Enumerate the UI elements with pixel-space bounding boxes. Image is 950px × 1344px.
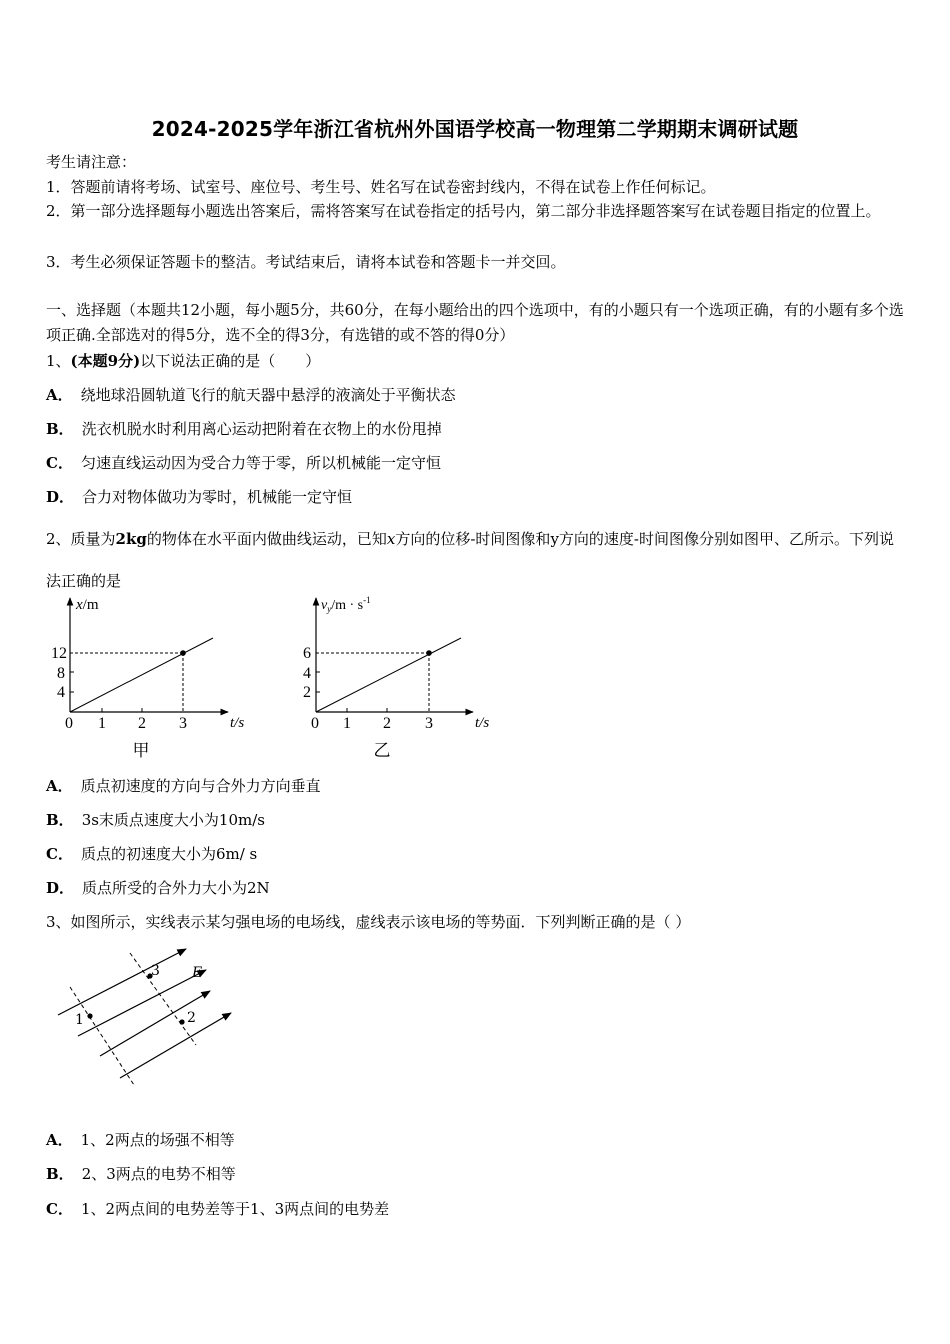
graph-a-xtick-3: 3	[179, 715, 187, 732]
graph-a-ytick-4: 4	[57, 684, 65, 701]
graph-b-ytick-2: 2	[303, 684, 311, 701]
field-line-2	[78, 970, 206, 1036]
point-1	[87, 1013, 92, 1018]
notice-item-2: 2．第一部分选择题每小题选出答案后，需将答案写在试卷指定的括号内，第二部分非选择题答案写在试卷题目指定的位置上。	[46, 202, 881, 220]
q1-option-a: A． 绕地球沿圆轨道飞行的航天器中悬浮的液滴处于平衡状态	[46, 386, 456, 404]
graph-a-point	[180, 650, 186, 656]
section-intro: 一、选择题（本题共12小题，每小题5分，共60分，在每小题给出的四个选项中，有的小题只有一个选项正确，有的小题有多个选项正确.全部选对的得5分，选不全的得3分，有选错的或不答的得0分）	[46, 301, 904, 344]
graph-a-line	[70, 638, 213, 712]
graph-b-xlabel: t/s	[475, 715, 490, 731]
graph-b-point	[426, 650, 432, 656]
q1-number: 1、	[46, 352, 71, 370]
page-title: 2024-2025学年浙江省杭州外国语学校高一物理第二学期期末调研试题	[151, 117, 799, 141]
q1-score: (本题9分)	[70, 352, 141, 370]
point-2	[179, 1019, 184, 1024]
graph-b-xtick-2: 2	[383, 715, 391, 732]
graph-b-line	[316, 638, 461, 712]
point-3-label: 3	[151, 963, 160, 979]
graph-a-ytick-8: 8	[57, 665, 65, 682]
graph-a-xtick-2: 2	[138, 715, 146, 732]
graph-b-xtick-3: 3	[425, 715, 433, 732]
graph-a	[40, 590, 270, 765]
graph-a-caption: 甲	[132, 741, 150, 760]
q3-option-b: B． 2、3两点的电势不相等	[46, 1165, 236, 1183]
graph-b-xtick-1: 1	[343, 715, 351, 732]
q2-option-d: D． 质点所受的合外力大小为2N	[46, 879, 270, 897]
q3-field-figure	[50, 945, 250, 1090]
notice-heading: 考生请注意：	[46, 153, 137, 171]
q2-option-b: B． 3s末质点速度大小为10m/s	[46, 811, 265, 829]
notice-item-1: 1．答题前请将考场、试室号、座位号、考生号、姓名写在试卷密封线内，不得在试卷上作任何标记。	[46, 178, 716, 196]
q3-option-c: C． 1、2两点间的电势差等于1、3两点间的电势差	[46, 1200, 390, 1218]
graph-a-ytick-12: 12	[51, 645, 67, 662]
graph-a-xtick-1: 1	[98, 715, 106, 732]
graph-b-caption: 乙	[373, 741, 391, 760]
equipotential-line-2	[130, 953, 196, 1045]
q1-stem-text: 以下说法正确的是（ ）	[140, 352, 321, 370]
point-1-label: 1	[75, 1012, 84, 1028]
q3-option-a: A． 1、2两点的场强不相等	[46, 1131, 235, 1149]
q1-option-d: D． 合力对物体做功为零时，机械能一定守恒	[46, 488, 353, 506]
graph-a-ylabel: x/m	[76, 597, 99, 613]
graph-b-xtick-0: 0	[311, 715, 319, 732]
field-line-4	[120, 1013, 231, 1078]
field-label-e: E	[192, 965, 203, 981]
equipotential-line-1	[70, 987, 134, 1085]
graph-a-xtick-0: 0	[65, 715, 73, 732]
point-2-label: 2	[187, 1010, 196, 1026]
graph-b	[285, 590, 515, 765]
graph-a-xlabel: t/s	[230, 715, 245, 731]
q2-option-c: C． 质点的初速度大小为6m/ s	[46, 845, 258, 863]
graph-b-ytick-6: 6	[303, 645, 311, 662]
graph-b-ytick-4: 4	[303, 665, 311, 682]
q2-option-a: A． 质点初速度的方向与合外力方向垂直	[46, 777, 321, 795]
notice-item-3: 3．考生必须保证答题卡的整洁。考试结束后，请将本试卷和答题卡一并交回。	[46, 253, 566, 271]
graph-b-ylabel: $v_y/m \cdot s^{-1}$	[321, 595, 371, 614]
q2-stem: 2、质量为2kg的物体在水平面内做曲线运动，已知x方向的位移-时间图像和y方向的速度-时间图像分别如图甲、乙所示。下列说法正确的是	[46, 530, 894, 590]
q3-stem: 3、如图所示，实线表示某匀强电场的电场线，虚线表示该电场的等势面．下列判断正确的是（ ）	[46, 913, 691, 931]
q1-option-b: B． 洗衣机脱水时利用离心运动把附着在衣物上的水份甩掉	[46, 420, 442, 438]
q1-stem	[46, 351, 320, 371]
q1-option-c: C． 匀速直线运动因为受合力等于零，所以机械能一定守恒	[46, 454, 441, 472]
